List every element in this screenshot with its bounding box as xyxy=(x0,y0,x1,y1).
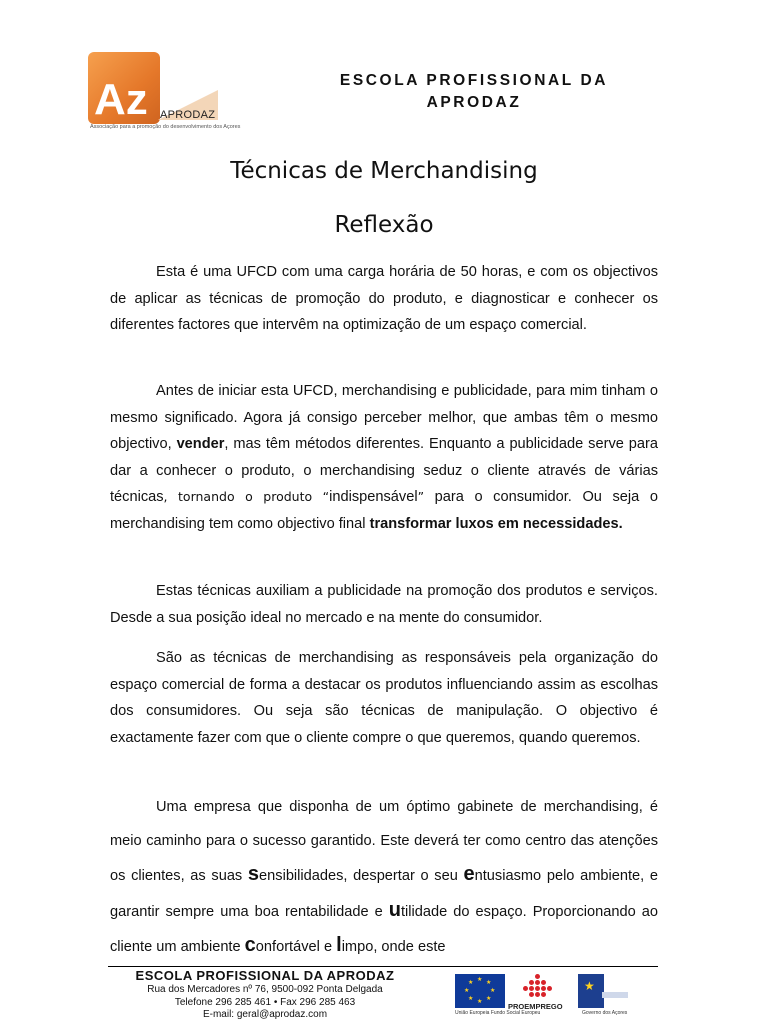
paragraph-3-text: Estas técnicas auxiliam a publicidade na promoção dos produtos e serviços. Desde a sua posição ideal no mercado e na mente do consumidor. xyxy=(110,583,658,626)
p2-text-f: ” xyxy=(417,489,425,504)
p5-text-b: ensibilidades, despertar o seu xyxy=(259,868,464,884)
azores-flag-icon: ★ xyxy=(578,974,628,1008)
azores-caption: Governo dos Açores xyxy=(582,1010,628,1016)
p5-initial-c: c xyxy=(244,934,256,956)
paragraph-1 xyxy=(110,259,658,339)
p5-initial-l: l xyxy=(336,934,342,956)
eu-flag-icon: ★ ★ ★ ★ ★ ★ ★ ★ xyxy=(455,974,505,1008)
p2-text-d: , tornando o produto “ xyxy=(163,489,330,504)
footer-divider xyxy=(108,966,658,967)
paragraph-4-text: São as técnicas de merchandising as responsáveis pela organização do espaço comercial de forma a destacar os produtos influenciando assim as escolhas dos consumidores. Ou seja são técnicas de manipulação. O objectivo é exactamente fazer com que o cliente compre o que queremos, quando queremos. xyxy=(110,650,658,746)
p5-text-d: tilidade do espaço. Proporcionando ao cliente um ambiente xyxy=(110,903,658,955)
school-title: ESCOLA PROFISSIONAL DA APRODAZ xyxy=(339,72,609,111)
paragraph-3 xyxy=(110,578,658,631)
proemprego-logo-icon xyxy=(520,974,556,1000)
paragraph-1-text: Esta é uma UFCD com uma carga horária de 50 horas, e com os objectivos de aplicar as técnicas de promoção do produto, e diagnosticar e conhecer os diferentes factores que intervêm na optimização de um espaço comercial. xyxy=(110,264,658,333)
footer-phone: Telefone 296 285 461 • Fax 296 285 463 xyxy=(174,997,356,1008)
p2-bold-conclusion: transformar luxos em necessidades. xyxy=(369,515,623,532)
p2-text-c: , mas têm métodos diferentes. Enquanto a publicidade serve para dar a conhecer o produto, o merchandising seduz o cliente através de várias técnicas xyxy=(110,436,658,505)
p5-initial-e: e xyxy=(463,863,475,885)
p2-text-g: para o consumidor. Ou seja o merchandising tem como objectivo final xyxy=(110,489,658,532)
document-title: Técnicas de Merchandising xyxy=(230,158,538,184)
p5-text-a: Uma empresa que disponha de um óptimo gabinete de merchandising, é meio caminho para o sucesso garantido. Este deverá ter como centro das atenções os clientes, as suas xyxy=(110,799,658,884)
footer-school-title: ESCOLA PROFISSIONAL DA APRODAZ xyxy=(135,968,395,983)
p2-text-a: Antes de iniciar esta UFCD, merchandising e publicidade, para mim tinham o mesmo significado. Agora já consigo perceber melhor, que ambas têm o mesmo objectivo, xyxy=(110,383,658,452)
proemprego-label: PROEMPREGO xyxy=(508,1002,563,1011)
logo-name: APRODAZ xyxy=(160,109,216,121)
p5-text-c: ntusiasmo pelo ambiente, e garantir sempre uma boa rentabilidade e xyxy=(110,868,658,920)
paragraph-2 xyxy=(110,378,658,537)
p2-text-e: indispensável xyxy=(329,489,418,505)
p5-text-f: impo, onde este xyxy=(341,939,446,955)
p5-initial-u: u xyxy=(388,898,401,921)
p2-bold-vender: vender xyxy=(176,436,225,452)
p5-text-e: onfortável e xyxy=(255,939,337,955)
aprodaz-logo xyxy=(88,52,248,134)
footer-email: E-mail: geral@aprodaz.com xyxy=(202,1009,328,1020)
paragraph-4 xyxy=(110,645,658,751)
footer-address: Rua dos Mercadores nº 76, 9500-092 Ponta Delgada xyxy=(147,984,383,995)
p5-initial-s: s xyxy=(247,863,260,885)
eu-caption: União Europeia Fundo Social Europeu xyxy=(455,1010,541,1016)
document-subtitle: Reflexão xyxy=(334,212,434,238)
logo-tagline: Associação para a promoção do desenvolvimento dos Açores xyxy=(90,124,241,130)
logo-letters: Az xyxy=(94,75,148,124)
paragraph-5 xyxy=(110,791,658,965)
